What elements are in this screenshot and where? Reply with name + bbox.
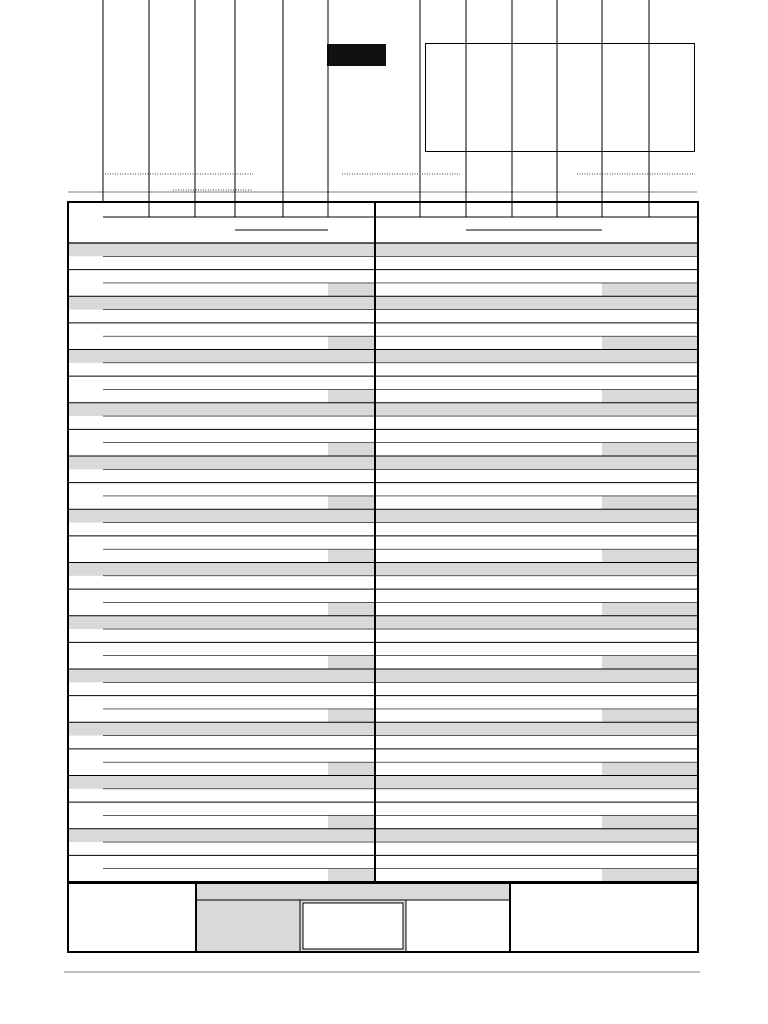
total-column-shade <box>328 722 375 735</box>
total-column-shade <box>328 869 375 882</box>
total-column-shade <box>602 762 698 775</box>
total-column-shade <box>602 509 698 522</box>
total-column-shade <box>602 496 698 509</box>
total-column-shade <box>602 549 698 562</box>
row-shade <box>375 722 602 735</box>
total-column-shade <box>328 403 375 416</box>
row-shade <box>103 350 328 363</box>
total-column-shade <box>328 563 375 576</box>
row-shade <box>375 350 602 363</box>
total-column-shade <box>602 283 698 296</box>
row-shade <box>103 403 328 416</box>
row-shade <box>375 296 602 309</box>
row-shade <box>103 456 328 469</box>
total-column-shade <box>602 403 698 416</box>
row-shade <box>103 776 328 789</box>
row-label-shade <box>68 456 103 469</box>
footer-block <box>64 883 700 972</box>
row-label-shade <box>68 243 103 256</box>
row-shade <box>103 296 328 309</box>
row-label-shade <box>68 829 103 842</box>
total-column-shade <box>328 602 375 615</box>
row-shade <box>375 829 602 842</box>
total-column-shade <box>328 669 375 682</box>
total-column-shade <box>328 283 375 296</box>
row-label-shade <box>68 776 103 789</box>
total-column-shade <box>602 869 698 882</box>
row-label-shade <box>68 350 103 363</box>
row-shade <box>375 456 602 469</box>
row-label-shade <box>68 563 103 576</box>
row-shade <box>375 563 602 576</box>
total-column-shade <box>328 389 375 402</box>
total-column-shade <box>328 829 375 842</box>
row-shade <box>375 616 602 629</box>
row-label-shade <box>68 722 103 735</box>
row-shade <box>103 243 328 256</box>
total-column-shade <box>328 549 375 562</box>
total-column-shade <box>602 722 698 735</box>
total-column-shade <box>328 656 375 669</box>
total-column-shade <box>328 762 375 775</box>
total-column-shade <box>602 563 698 576</box>
row-label-shade <box>68 296 103 309</box>
row-shade <box>103 829 328 842</box>
total-column-shade <box>328 336 375 349</box>
row-label-shade <box>68 509 103 522</box>
total-column-shade <box>602 616 698 629</box>
total-column-shade <box>602 243 698 256</box>
total-column-shade <box>328 509 375 522</box>
row-label-shade <box>68 616 103 629</box>
footer-shaded-cell <box>196 900 300 952</box>
row-shade <box>103 509 328 522</box>
row-shade <box>375 669 602 682</box>
total-column-shade <box>602 336 698 349</box>
total-column-shade <box>602 829 698 842</box>
total-column-shade <box>328 616 375 629</box>
row-label-shade <box>68 669 103 682</box>
total-column-shade <box>602 456 698 469</box>
row-label-shade <box>68 403 103 416</box>
total-column-shade <box>328 456 375 469</box>
total-column-shade <box>602 669 698 682</box>
total-column-shade <box>602 389 698 402</box>
row-shade <box>103 616 328 629</box>
total-column-shade <box>602 815 698 828</box>
total-column-shade <box>328 496 375 509</box>
fill-in-lines <box>105 174 695 190</box>
total-column-shade <box>328 776 375 789</box>
total-column-shade <box>602 602 698 615</box>
total-column-shade <box>328 243 375 256</box>
row-shade <box>103 563 328 576</box>
total-column-shade <box>328 350 375 363</box>
total-column-shade <box>602 776 698 789</box>
row-shade <box>375 776 602 789</box>
row-shade <box>375 243 602 256</box>
data-table <box>68 0 698 882</box>
footer-middle-header <box>196 883 510 900</box>
footer-inner-box <box>303 903 403 949</box>
total-column-shade <box>328 709 375 722</box>
total-column-shade <box>328 815 375 828</box>
total-column-shade <box>602 296 698 309</box>
total-column-shade <box>602 656 698 669</box>
total-column-shade <box>328 443 375 456</box>
row-shade <box>375 403 602 416</box>
total-column-shade <box>602 350 698 363</box>
row-shade <box>103 669 328 682</box>
row-shade <box>375 509 602 522</box>
total-column-shade <box>328 296 375 309</box>
total-column-shade <box>602 709 698 722</box>
row-shade <box>103 722 328 735</box>
total-column-shade <box>602 443 698 456</box>
